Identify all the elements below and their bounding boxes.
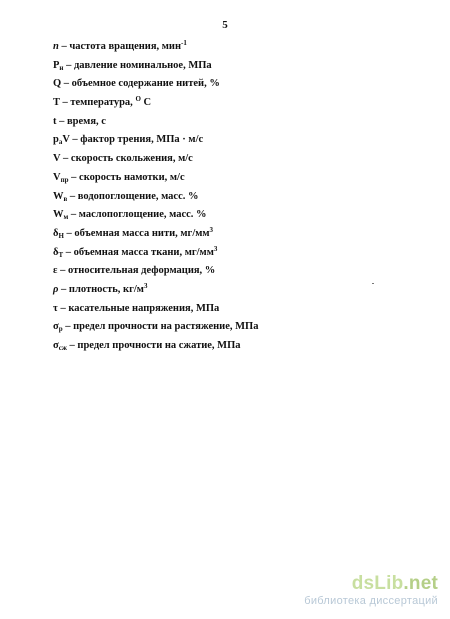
notation-unit-superscript: 3 <box>143 281 148 290</box>
notation-item <box>53 150 258 169</box>
notation-symbol: t <box>53 115 57 127</box>
notation-subscript: Т <box>58 250 64 259</box>
notation-item <box>53 38 258 57</box>
notation-unit-superscript: -1 <box>181 39 187 47</box>
page-number: 5 <box>222 19 228 31</box>
notation-item <box>53 57 258 76</box>
notation-symbol: δ <box>53 246 59 258</box>
watermark-logo-suffix: .net <box>403 573 438 594</box>
notation-item <box>53 113 258 132</box>
notation-definition: – плотность, кг/м <box>58 283 144 295</box>
notation-item <box>53 75 258 94</box>
notation-symbol: p <box>53 134 59 146</box>
watermark-logo-main: dsLib <box>351 573 404 594</box>
notation-definition: – касательные напряжения, МПа <box>57 302 220 314</box>
notation-item <box>53 131 258 150</box>
notation-symbol: Q <box>53 78 62 90</box>
notation-item <box>53 262 258 281</box>
notation-symbol: T <box>53 97 60 109</box>
watermark <box>304 573 438 608</box>
notation-symbol: P <box>53 59 60 71</box>
notation-definition: – объемная масса ткани, мг/мм <box>63 246 214 258</box>
notation-subscript: сж <box>58 344 67 352</box>
notation-subscript: р <box>58 325 63 334</box>
notation-item <box>53 337 258 356</box>
notation-symbol: δ <box>53 227 59 239</box>
notation-definition: – температура, <box>59 97 136 109</box>
notation-definition: – объемное содержание нитей, % <box>61 78 220 90</box>
notation-subscript: Н <box>58 231 64 240</box>
notation-symbol: σ <box>53 321 59 333</box>
stray-mark <box>372 283 374 284</box>
notation-definition: – скорость скольжения, м/с <box>60 153 193 165</box>
notation-subscript: м <box>63 213 69 222</box>
notation-symbol: n <box>53 41 59 52</box>
notation-definition: – скорость намотки, м/с <box>68 171 185 183</box>
notation-definition: V – фактор трения, МПа · м/с <box>62 134 204 146</box>
notation-item <box>53 206 258 225</box>
notation-unit-superscript: 3 <box>209 225 214 234</box>
notation-symbol: σ <box>53 340 59 351</box>
notation-definition: – маслопоглощение, масс. % <box>68 209 207 221</box>
notation-item <box>53 94 258 113</box>
notation-list <box>53 38 258 356</box>
notation-symbol: V <box>53 153 61 165</box>
notation-unit-superscript: 3 <box>213 244 218 253</box>
notation-definition: – предел прочности на растяжение, МПа <box>62 321 259 333</box>
notation-symbol: ε <box>53 265 58 277</box>
notation-definition: – частота вращения, мин <box>58 41 182 52</box>
notation-unit-tail: C <box>140 97 152 109</box>
notation-item <box>53 300 258 319</box>
notation-symbol: ρ <box>53 283 59 295</box>
notation-item <box>53 244 258 263</box>
notation-subscript: в <box>63 194 68 203</box>
notation-item <box>53 281 258 300</box>
notation-symbol: W <box>53 209 64 221</box>
watermark-logo <box>304 573 438 594</box>
notation-definition: – время, с <box>56 115 106 127</box>
notation-symbol: τ <box>53 302 58 314</box>
notation-definition: – водопоглощение, масс. % <box>67 190 199 202</box>
watermark-tagline: библиотека диссертаций <box>304 595 438 607</box>
notation-definition: – давление номинальное, МПа <box>63 59 212 71</box>
notation-subscript: н <box>59 63 64 72</box>
notation-definition: – объемная масса нити, мг/мм <box>63 227 210 239</box>
notation-subscript: a <box>58 138 63 147</box>
notation-definition: – относительная деформация, % <box>57 265 216 277</box>
notation-symbol: V <box>53 171 61 183</box>
notation-symbol: W <box>53 190 64 202</box>
notation-subscript: пр <box>60 175 69 184</box>
notation-item <box>53 225 258 244</box>
notation-definition: – предел прочности на сжатие, МПа <box>66 340 241 351</box>
notation-unit-superscript: O <box>135 95 141 104</box>
notation-item <box>53 318 258 337</box>
notation-item <box>53 169 258 188</box>
notation-item <box>53 188 258 207</box>
